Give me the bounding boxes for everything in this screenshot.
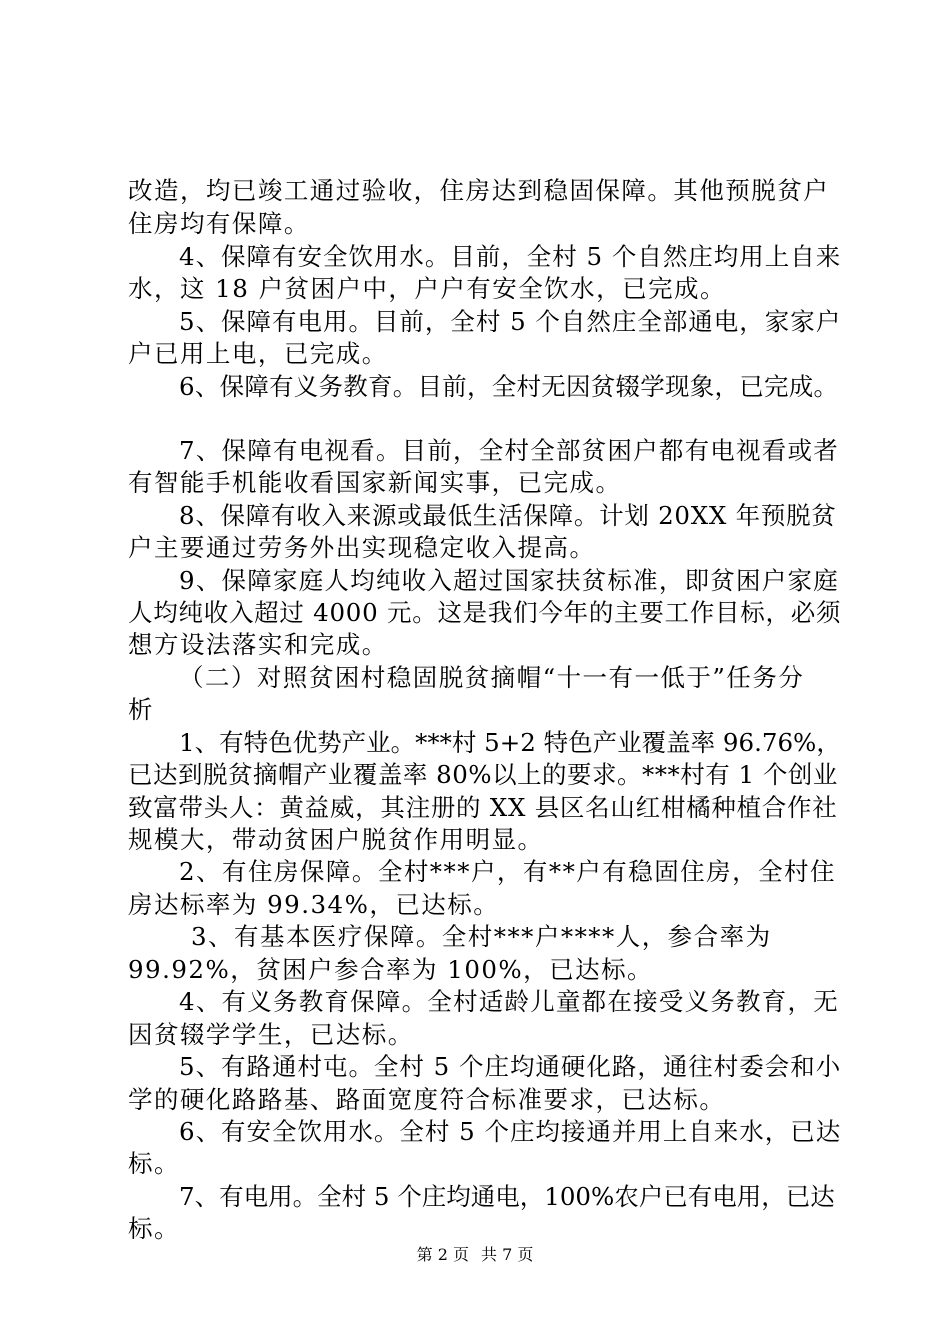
body-line: 标。: [128, 1214, 180, 1243]
body-line: 标。: [128, 1149, 180, 1178]
body-line: 房达标率为 99.34%，已达标。: [128, 890, 500, 919]
page-number-total: 共 7 页: [481, 1245, 534, 1264]
body-line: 已达到脱贫摘帽产业覆盖率 80%以上的要求。***村有 1 个创业: [128, 760, 838, 789]
body-line: 7、保障有电视看。目前，全村全部贫困户都有电视看或者: [179, 436, 839, 465]
body-line: 8、保障有收入来源或最低生活保障。计划 20XX 年预脱贫: [179, 501, 837, 530]
body-line: 6、有安全饮用水。全村 5 个庄均接通并用上自来水，已达: [179, 1117, 842, 1146]
body-line: 户已用上电，已完成。: [128, 339, 388, 368]
body-line: 改造，均已竣工通过验收，住房达到稳固保障。其他预脱贫户: [128, 176, 830, 205]
body-line: 致富带头人：黄益威，其注册的 XX 县区名山红柑橘种植合作社: [128, 793, 838, 822]
body-line: 学的硬化路路基、路面宽度符合标准要求，已达标。: [128, 1085, 726, 1114]
body-line: 有智能手机能收看国家新闻实事，已完成。: [128, 468, 622, 497]
body-line: 4、有义务教育保障。全村适龄儿童都在接受义务教育，无: [179, 987, 839, 1016]
body-line: 因贫辍学学生，已达标。: [128, 1020, 414, 1049]
body-line: 水，这 18 户贫困户中，户户有安全饮水，已完成。: [128, 274, 726, 303]
body-line: 3、有基本医疗保障。全村***户****人，参合率为: [191, 922, 772, 951]
body-line: 2、有住房保障。全村***户，有**户有稳固住房，全村住: [179, 857, 836, 886]
body-line: 6、保障有义务教育。目前，全村无因贫辍学现象，已完成。: [179, 372, 839, 401]
body-line: 人均纯收入超过 4000 元。这是我们今年的主要工作目标，必须: [128, 598, 842, 627]
body-line: 规模大，带动贫困户脱贫作用明显。: [128, 825, 544, 854]
body-line: 99.92%，贫困户参合率为 100%，已达标。: [128, 955, 654, 984]
body-line: 想方设法落实和完成。: [128, 630, 388, 659]
body-line: 住房均有保障。: [128, 209, 310, 238]
page-footer: [0, 1245, 950, 1265]
body-line: 5、有路通村屯。全村 5 个庄均通硬化路，通往村委会和小: [179, 1052, 842, 1081]
body-line: 4、保障有安全饮用水。目前，全村 5 个自然庄均用上自来: [179, 242, 842, 271]
body-line: 5、保障有电用。目前，全村 5 个自然庄全部通电，家家户: [179, 307, 842, 336]
page-number-current: 第 2 页: [416, 1245, 469, 1264]
body-line: 7、有电用。全村 5 个庄均通电，100%农户已有电用，已达: [179, 1182, 835, 1211]
body-line: 9、保障家庭人均纯收入超过国家扶贫标准，即贫困户家庭: [179, 566, 839, 595]
section-heading: （二）对照贫困村稳固脱贫摘帽“十一有一低于”任务分: [179, 663, 805, 692]
body-line: 户主要通过劳务外出实现稳定收入提高。: [128, 533, 596, 562]
section-heading: 析: [128, 695, 154, 724]
body-line: 1、有特色优势产业。***村 5+2 特色产业覆盖率 96.76%，: [179, 728, 841, 757]
